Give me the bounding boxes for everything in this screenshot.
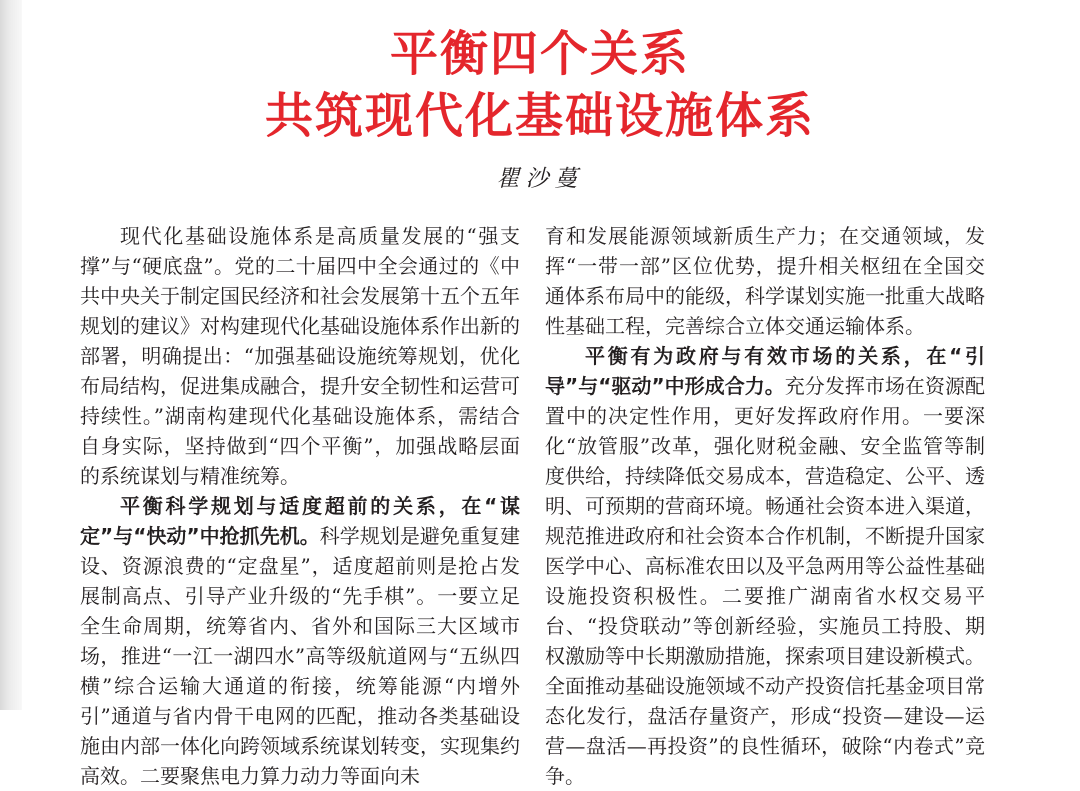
article-author: 瞿沙蔓 — [496, 166, 584, 192]
intro-paragraph: 现代化基础设施体系是高质量发展的“强支撑”与“硬底盘”。党的二十届四中全会通过的《中共中央关于制定国民经济和社会发展第十五个五年规划的建议》对构建现代化基础设施体系作出新的部署，明确提出：“加强基础设施统筹规划，优化布局结构，促进集成融合，提升安全韧性和运营可持续性。”湖南构建现代化基础设施体系，需结合自身实际，坚持做到“四个平衡”，加强战略层面的系统谋划与精准统筹。 — [80, 224, 520, 488]
section-1-body: 科学规划是避免重复建设、资源浪费的“定盘星”，适度超前则是抢占发展制高点、引导产业升级的“先手棋”。一要立足全生命周期，统筹省内、省外和国际三大区域市场，推进“一江一湖四水”高等级航道网与“五纵四横”综合运输大通道的衔接，统筹能源“内增外引”通道与省内骨干电网的匹配，推动各类基础设施由内部一体化向跨领域系统谋划转变，实现集约高效。二要聚焦电力算力动力等面向未 — [80, 524, 521, 788]
section-2-body: 充分发挥市场在资源配置中的决定性作用，更好发挥政府作用。一要深化“放管服”改革，强化财税金融、安全监管等制度供给，持续降低交易成本，营造稳定、公平、透明、可预期的营商环境。畅通社会资本进入渠道，规范推进政府和社会资本合作机制，不断提升国家医学中心、高标准农田以及平急两用等公益性基础设施投资积极性。二要推广湖南省水权交易平台、“投贷联动”等创新经验，实施员工持股、期权激励等中长期激励措施，探索项目建设新模式。全面推动基础设施领域不动产投资信托基金项目常态化发行，盘活存量资产，形成“投资—建设—运营—盘活—再投资”的良性循环，破除“内卷式”竞争。 — [545, 374, 986, 788]
section-1-paragraph — [80, 491, 520, 791]
left-text-column — [80, 221, 520, 791]
section-1-lead: 平衡科学规划与适度超前的关系，在“谋定”与“快动”中抢抓先机。 — [80, 494, 520, 548]
right-text-column — [545, 221, 985, 791]
section-2-paragraph — [545, 341, 985, 791]
section-2-lead: 平衡有为政府与有效市场的关系，在“引导”与“驱动”中形成合力。 — [545, 344, 985, 398]
article-title-line-1: 平衡四个关系 — [389, 26, 690, 82]
article-title-line-2: 共筑现代化基础设施体系 — [264, 88, 815, 144]
continuation-paragraph: 育和发展能源领域新质生产力；在交通领域，发挥“一带一部”区位优势，提升相关枢纽在全国交通体系布局中的能级，科学谋划实施一批重大战略性基础工程，完善综合立体交通运输体系。 — [545, 224, 985, 338]
